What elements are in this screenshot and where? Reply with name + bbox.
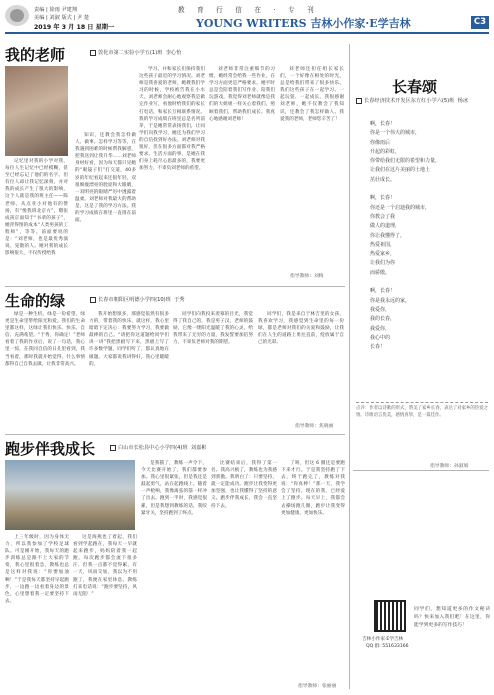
page-number: C3 xyxy=(471,16,489,29)
teacher-note: 指导教师：孙淑娟 xyxy=(430,464,469,469)
qr-code[interactable] xyxy=(374,600,406,632)
teacher-note: 指导教师：张丽丽 xyxy=(298,684,337,689)
byline-school: 长春市朝阳区明德小学四(10)班 xyxy=(98,297,171,303)
divider xyxy=(353,470,489,471)
issue-date: 2019 年 3 月 18 日 星期一 xyxy=(34,24,115,31)
column-divider xyxy=(349,44,350,689)
article-column-4: 比赛结束后，我得了第一名。我高兴极了，教练也为我感到骄傲。我明白了：只要坚持，就一定能成功。跑步让我变得更加坚强，也让我懂得了坚持的意义。跑步伴我成长，我会一直坚持下去。 xyxy=(211,461,277,509)
byline-author: 李心怡 xyxy=(165,50,182,56)
article-title: 长春颂 xyxy=(392,78,438,96)
checkbox-icon xyxy=(110,445,116,451)
article-column-2: 这是海燕也了着起，我们看到学起跑在，我每天一早就起来跑步，妈妈陪着我一起跑。每次跑步都会流下很多汗，但我一点都不觉得累。有一天，风雨交加，我以为不用跑了，我便在家里休息。教练打来电话说：“跑步要坚持，风雨无阻！” xyxy=(73,535,137,597)
article-byline xyxy=(90,49,181,56)
article-column-3: 学习、并和家长们保持我们这些孩子最近的学习情况。刘老师是我喜爱的老师，她教我们学习的时候，学校被告我在小水天。刘老师会耐心地观察我是做完作业写，看他时给我们的家长打电话，和家长互相联系情况。我的学习成绩在班里总是名列前茅，于是她常常表扬我们，让同学们向我学习，她还为我们学习的自信找到好办法。刘老师对我很好，但在很多方面都对我严格要求。生活方面的事，是她在我们身上耗尽心思最多的，我要更加努力，不辜负刘老师的希望。 xyxy=(139,67,205,172)
qq-group: QQ 群: 551633166 xyxy=(366,644,409,649)
byline-author: 刘嘉彬 xyxy=(190,445,207,451)
byline-school: 长春经济技术开发区东方红小学六(5)班 xyxy=(364,98,455,104)
byline-author: 于秀 xyxy=(174,297,185,303)
header-rule xyxy=(5,32,489,34)
article-byline xyxy=(90,296,185,303)
edition-line-1: 责编 | 徐雨 尹建翔 xyxy=(34,7,78,13)
article-byline xyxy=(356,97,490,105)
checkbox-icon xyxy=(90,50,96,56)
article-photo xyxy=(5,460,135,530)
teacher-note: 指导教师：焦晓丽 xyxy=(295,424,334,429)
brand-name: YOUNG WRITERS 吉林小作家·E学吉林 xyxy=(196,17,411,30)
review-note: 点评：作者以诗歌的形式，赞美了家乡长春，表达了对家乡的热爱之情。诗歌语言优美，感情真挚，是一篇佳作。 xyxy=(356,402,488,458)
header xyxy=(0,0,494,40)
checkbox-icon xyxy=(90,297,96,303)
article-title: 我的老师 xyxy=(5,46,66,64)
byline-author: 杨冰 xyxy=(457,98,469,104)
article-column-1: 上三年级时，因为身体无力，所以我参加了学校足球队。可是刚开始，我每天的跑步训练总是跟不上大家的节奏，我心里很着急，教练也总是这样对我说：“你要加油啊！”于是我每天都坚持早起跑步，一边跑一边看着身边的景色，心里想着我一定要坚持下去。 xyxy=(5,535,69,604)
article-column-2: 知识，还教会我怎样做人、做事。怎样学习等等，在我遇到困难的时候帮我解惑，把我送到让我升华……刘老师身材好看，因为每天都只见她的“眼镜子们”打交道，40多岁的年纪看起来还很年轻，双很细瘦漂亮的脸庞和大眼睛，一双明亮的眼睛严厉中透露着温柔。刘老师对我最大的帮助是，这是了我的学习方法。我的学习成绩在班里一直排在前面。 xyxy=(75,133,136,224)
article-column-5: 刘老师还担任组长家长们，一个好像在相处的时光，总是给我们带来了很多快乐。我们这些孩子在一起学习、一起玩耍、一起成长。我很感谢刘老师，她不仅教会了我知识，还教会了我怎样做人。我爱我的老师，老师您辛苦了！ xyxy=(280,67,344,122)
article-column-5: 了呀，但这 6 圈还是要跑下来才行。于是我坚持跑了下去，终于跑完了，教练对我说：“你真棒！”那一天，我学会了坚持。现在的我，已经爱上了跑步。每天早上，我都会去操场跑几圈，跑步让我变得更加健康、更加快乐。 xyxy=(281,461,345,516)
checkbox-icon xyxy=(356,98,362,104)
article-column-1: 绿是一种生机，绿是一份希望。绿更是生命里带给阳光和爱。我们的生命里都这样，这绿让我们快乐、快乐、自信、充满希望。“于秀，你确定！”老师看着了我的作业后，说了一句话，我心里一惊，在我同自信的日孔里看到，我当看着，那时我就开始觉得，什么事情都得自己自我去做，让我非常高兴。 xyxy=(5,312,85,367)
article-column-2: 我开始想很多，那感觉依然有很多力的，带着我的快乐，就这样，我心里暗暗下定决心：我要努力学习，我要做最棒的自己。“请把你这道题给同学们讲一讲”我把黑板写下来，黑板上写了许多数学题，同学们听了，都认真地在做题。大家都说我讲得好，我心里暖暖的。 xyxy=(89,312,169,367)
divider xyxy=(5,286,345,287)
article-byline xyxy=(110,444,207,451)
divider xyxy=(5,434,345,435)
byline-school: 敦化市第二实验小学五(1)班 xyxy=(98,50,163,56)
article-title: 生命的绿 xyxy=(5,292,66,310)
teacher-note: 指导教师：刘梅 xyxy=(290,274,324,279)
article-photo xyxy=(5,66,68,156)
column-title: 教 育 行 信 在 · 专 刊 xyxy=(178,6,319,14)
article-column-4: 刘老师非常注重细节的习惯，她经常会给我一些作业，在学习方面更是严格要求。她平时总是会陪着我们写作业、陪我们玩游戏。我觉得刘老师就像是我们的大姐姐一样关心着我们，照顾着我们，帮助我们成长。我真心地感谢刘老师！ xyxy=(209,67,275,122)
article-column-3: 同学们向我投来羡慕的目光，我觉得了我自己的，我是男子汉，老师的鼓励，它像一缕阳光温暖了我的心灵，给我带来了无穷的力量，我发誓要加倍努力，不辜负老师对我的期望。 xyxy=(173,312,253,346)
byline-school: 白山市长松县中心小学四(4)班 xyxy=(118,445,188,451)
promo-text: 同学们，想知道更多的作文秘诀吗？快来加入我们吧！在这里，你能学到更多的写作技巧！ xyxy=(414,607,490,628)
poem-text: 啊，长春！ 你是一个伟大的城市， 你像雨后 升起的彩虹， 你带给我们无限的希望和力量， 让我们在这片美丽的土地上 茁壮成长。 啊，长春！ 你还是一个启迪我的城市， 你教会了我 做人的道理， 你让我懂得了， 热爱祖国， 热爱家乡， 让我们为你 而骄傲。 啊，长春！ 你是我永远的家， 我爱你， 我的长春， 我爱你， 我心中的 长春！ xyxy=(370,121,441,351)
article-column-4: 同学们，我是来自于林吉里的女孩，我喜欢学习，我感觉到生命里的每一份绿，都是老师对我们的关爱和鼓励，让我们在人生的道路上勇往直前，绽放属于自己的光彩。 xyxy=(258,312,344,346)
article-column-3: 是我猫了，教练一声令下，今天比赛开始了，我们都要参加。我心里很紧张，但是我还是鼓起勇气，站在起跑线上。随着一声枪响，我像离弦的箭一样冲了出去。跑到一半时，我感觉很累，但是我想到教练的话，我咬紧牙关，坚持跑到了终点。 xyxy=(141,461,207,516)
edition-line-2: 美编 | 刘淑 版式 | 尹 楚 xyxy=(34,15,89,21)
header-logo-inner xyxy=(10,9,24,22)
article-column-1: 记忆里对我的小学对我，每位人生记忆中已经模糊，甚至已经忘记了他们的名字。但有位人却让我记忆深刻，并对我的成长产生了很大的影响，这个人就是我的班主任——陈老师。从点亚小对他有的赞扬，有“像我班北京方”，嗯张成孩京面知于“书辈的孩子”，她背得图的成本“人类男孩的工程师”，等等。前面要说的是：“刘老师，也是最优秀演说、晃散的人。她对我的成长影响很大，不仅传授给我 xyxy=(5,159,68,257)
article-title: 跑步伴我成长 xyxy=(5,440,96,458)
qr-caption: 吉林小作家·E学吉林 xyxy=(362,637,404,642)
